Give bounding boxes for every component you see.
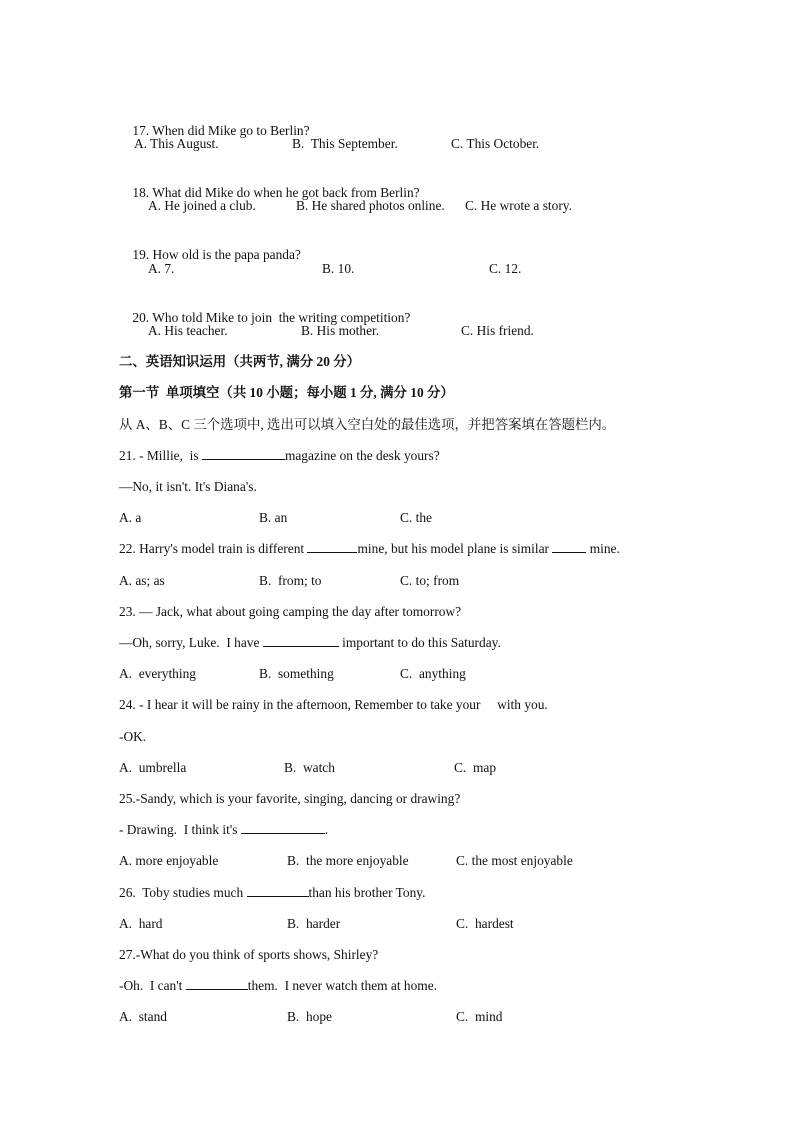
answer-blank [263,634,339,647]
option-b: B. watch [284,760,335,775]
question-21 [119,447,440,465]
question-23: 23. — Jack, what about going camping the day after tomorrow? [119,604,462,619]
option-c: C. anything [400,666,466,681]
option-a: A. This August. [134,136,219,151]
dialogue-reply [119,821,328,839]
option-a: A. more enjoyable [119,853,219,868]
question-text: What did Mike do when he got back from Berlin? [152,185,420,200]
option-c: C. hardest [456,916,514,931]
question-number: 17. [132,123,150,138]
answer-blank [186,977,248,990]
option-a: A. hard [119,916,163,931]
dialogue-reply: -OK. [119,729,147,744]
option-c: C. This October. [451,136,540,151]
question-text: Who told Mike to join the writing competition? [152,310,411,325]
answer-blank [247,884,309,897]
section-heading: 二、英语知识运用（共两节, 满分 20 分） [119,354,361,369]
option-b: B. something [259,666,334,681]
option-c: C. His friend. [461,323,534,338]
question-26 [119,884,425,902]
question-number: 19. [132,247,150,262]
option-a: A. a [119,510,142,525]
question-text: mine. [586,541,620,556]
option-b: B. an [259,510,288,525]
option-a: A. His teacher. [148,323,228,338]
option-b: B. His mother. [301,323,380,338]
question-text: How old is the papa panda? [152,247,301,262]
question-text: - Drawing. I think it's [119,822,241,837]
question-text: them. I never watch them at home. [247,978,438,993]
question-text: —Oh, sorry, Luke. I have [119,635,263,650]
option-c: C. He wrote a story. [465,198,572,213]
question-24: 24. - I hear it will be rainy in the afternoon, Remember to take your with you. [119,697,548,712]
option-a: A. everything [119,666,196,681]
question-25: 25.-Sandy, which is your favorite, singing, dancing or drawing? [119,791,461,806]
question-text: 21. - Millie, is [119,448,202,463]
instruction-text: 从 A、B、C 三个选项中, 选出可以填入空白处的最佳选项，并把答案填在答题栏内。 [119,417,616,432]
option-c: C. the most enjoyable [456,853,573,868]
option-a: A. 7. [148,261,175,276]
option-c: C. map [454,760,497,775]
dialogue-reply [119,634,501,652]
option-a: A. stand [119,1009,167,1024]
question-27: 27.-What do you think of sports shows, Shirley? [119,947,379,962]
question-text: than his brother Tony. [308,885,426,900]
question-text: . [324,822,329,837]
option-a: A. umbrella [119,760,187,775]
question-text: 22. Harry's model train is different [119,541,308,556]
question-text: -Oh. I can't [119,978,186,993]
answer-blank [241,821,325,834]
dialogue-reply [119,977,437,995]
option-b: B. hope [287,1009,333,1024]
question-text: 26. Toby studies much [119,885,247,900]
option-a: A. He joined a club. [148,198,256,213]
option-b: B. the more enjoyable [287,853,409,868]
question-number: 18. [132,185,150,200]
part-heading: 第一节 单项填空（共 10 小题；每小题 1 分, 满分 10 分） [119,385,454,400]
question-19 [119,228,301,282]
question-text: important to do this Saturday. [338,635,501,650]
question-text: magazine on the desk yours? [284,448,440,463]
option-b: B. He shared photos online. [296,198,445,213]
question-text: mine, but his model plane is similar [357,541,553,556]
option-b: B. from; to [259,573,322,588]
question-22 [119,540,620,558]
option-c: C. to; from [400,573,460,588]
option-c: C. the [400,510,432,525]
option-b: B. 10. [322,261,355,276]
option-c: C. 12. [489,261,522,276]
dialogue-reply: —No, it isn't. It's Diana's. [119,479,257,494]
answer-blank [202,447,285,460]
answer-blank [307,540,357,553]
option-c: C. mind [456,1009,503,1024]
question-text: When did Mike go to Berlin? [152,123,310,138]
question-number: 20. [132,310,150,325]
answer-blank [552,540,586,553]
option-a: A. as; as [119,573,165,588]
option-b: B. This September. [292,136,398,151]
option-b: B. harder [287,916,341,931]
